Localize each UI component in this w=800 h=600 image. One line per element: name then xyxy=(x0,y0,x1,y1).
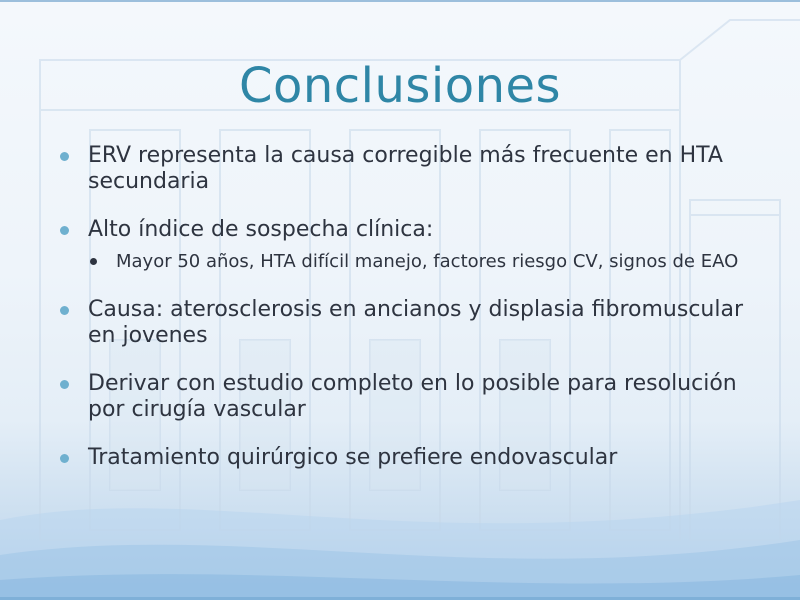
bullet-text: Alto índice de sospecha clínica: xyxy=(88,217,434,242)
sub-bullet-item xyxy=(60,251,750,273)
slide-title: Conclusiones xyxy=(238,58,562,114)
bullet-text: Causa: aterosclerosis en ancianos y displasia fibromuscular en jovenes xyxy=(88,297,744,348)
bullet-text: Derivar con estudio completo en lo posible para resolución por cirugía vascular xyxy=(88,371,737,422)
bullet-item xyxy=(60,217,750,243)
bullet-icon xyxy=(60,306,69,315)
bullet-list xyxy=(60,143,750,493)
bullet-item xyxy=(60,143,750,195)
bullet-item xyxy=(60,371,750,423)
bullet-text: ERV representa la causa corregible más frecuente en HTA secundaria xyxy=(88,143,723,194)
bullet-icon xyxy=(60,454,69,463)
bullet-icon xyxy=(60,152,69,161)
bullet-item xyxy=(60,297,750,349)
sub-bullet-text: Mayor 50 años, HTA difícil manejo, factores riesgo CV, signos de EAO xyxy=(116,251,739,272)
bullet-icon xyxy=(60,380,69,389)
bullet-icon xyxy=(60,226,69,235)
bullet-text: Tratamiento quirúrgico se prefiere endovascular xyxy=(88,445,618,470)
bullet-item xyxy=(60,445,750,471)
sub-bullet-icon xyxy=(90,258,97,265)
